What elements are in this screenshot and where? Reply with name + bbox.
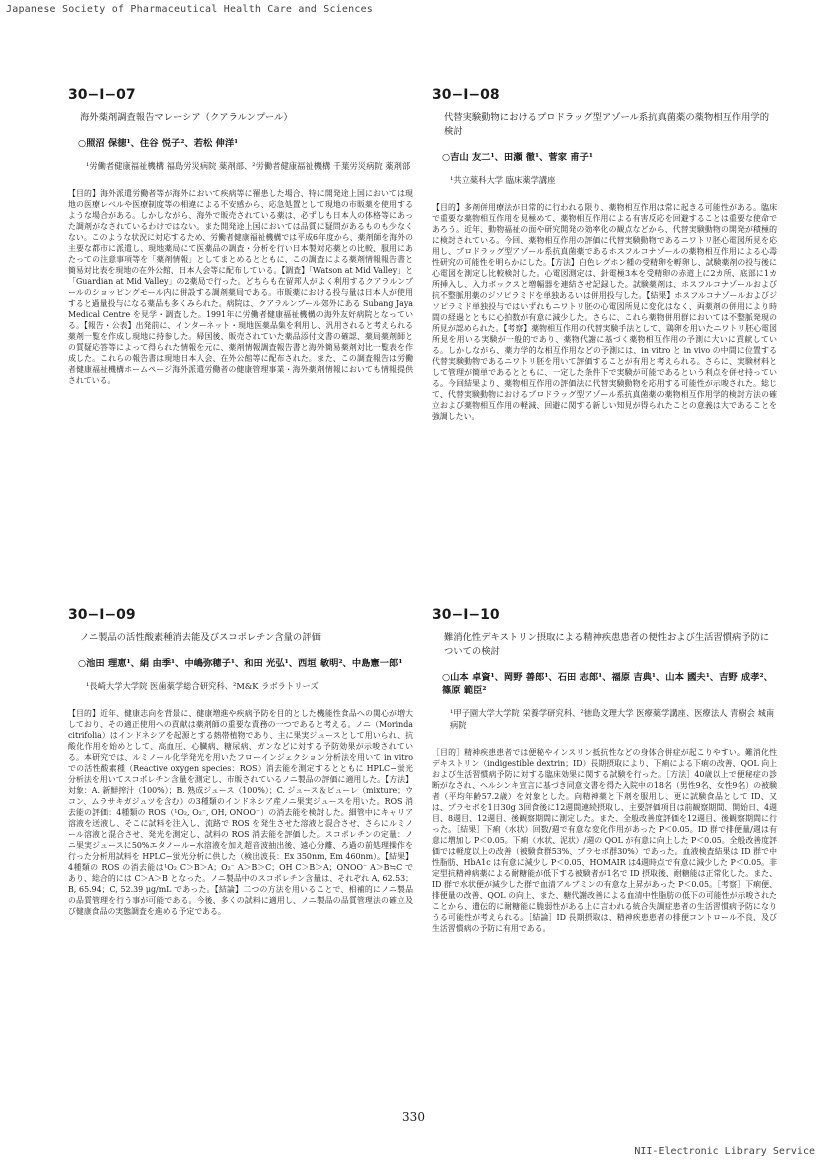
abstract-id: 30−I−07	[68, 87, 136, 103]
abstract-affiliations: ¹甲子園大学大学院 栄養学研究科、²徳島文理大学 医療薬学講座、医療法人 青樹会 城南病院	[450, 708, 775, 730]
abstract-authors: ○照沼 保徳¹、住谷 悦子²、若松 伸洋¹	[78, 138, 239, 149]
abstract-body: ［目的］精神疾患患者では便秘やインスリン抵抗性などの身体合併症が起こりやすい。難消化性デキストリン（indigestible dextrin；ID）長期摂取により、下痢による下痢の改善、QOL 向上および生活習慣病予防に対する臨床効果に関する試験を行った。［方法］40歳以上で便秘症の診断がなされ、ヘルシンキ宣言に基づき同意文書を得た入院中の18名（男性9名、女性9名）の被験者（平均年齢57.2歳）を対象とした。向精神薬と下剤を服用し、更に試験食品として ID、又は、プラセボを1日30g 3回食後に12週間連続摂取し、主要評価項目は前観察期間、開始日、4週目、8週目、12週目、後観察期間に測定した。また、全般改善度評価を12週目、後観察期間に行った。［結果］下痢（水状）回数/週で有意な変化作用があった P＜0.05。ID 群で排便量/週は有意に増加し P＜0.05。下痢（水状、泥状）/週の QOL が有意に向上した P＜0.05。全般改善度評価では軽度以上の改善（被験食群53%、プラセボ群30%）であった。血液検査結果は ID 群で中性脂肪、HbA1c は有意に減少し P＜0.05、HOMAIR は4週時点で有意に減少した P＜0.05。非定型抗精神病薬による耐糖能が低下する被験者が1名で ID 摂取後、耐糖能は正常化した。また、ID 群で水状便が減少した群で血清アルブミンの有意な上昇があった P＜0.05。［考察］下痢便、排便量の改善、QOL の向上、また、糖代謝改善による血清中性脂肪の低下の可能性が示唆されたことから、遺伝的に耐糖能に脆弱性がある上に言われる統合失調症患者の生活習慣病予防になりうる可能性が考えられる。［結論］ID 長期摂取は、精神疾患患者の排便コントロール不良、及び生活習慣病の予防に有用である。	[432, 748, 777, 933]
abstract-30-I-10	[432, 607, 777, 934]
journal-header: Japanese Society of Pharmaceutical Health Care and Sciences	[6, 4, 374, 15]
abstract-affiliations: ¹労働者健康福祉機構 福島労災病院 薬剤部、²労働者健康福祉機構 千葉労災病院 薬剤部	[86, 161, 411, 171]
abstract-title: 難消化性デキストリン摂取による精神疾患患者の便性および生活習慣病予防についての検討	[444, 632, 770, 657]
abstract-30-I-09	[68, 607, 413, 917]
abstract-body: 【目的】近年、健康志向を背景に、健康増進や疾病予防を目的とした機能性食品への関心が増大しており、その適正使用への貢献は薬剤師の重要な責務の一つであると考える。ノニ（Morinda citrifolia）はインドネシアを起源とする熱帯植物であり、主に果実ジュースとして用いられ、抗酸化作用を始めとして、高血圧、心臓病、糖尿病、ガンなどに対する予防効果が示唆されている。本研究では、ルミノール化学発光を用いたフローインジェクション分析法を用いて in vitro での活性酸素種（Reactive oxygen species：ROS）消去能を測定するとともに HPLC−蛍光分析法を用いてスコポレチン含量を測定し、市販されているノニ製品の評価に適用した。【方法】対象：A. 新鮮搾汁（100%）；B. 熟成ジュース（100%）；C. ジュース＆ピューレ（mixture；ウコン、ムラサキガジュツを含む）の3種類のインドネシア産ノニ果実ジュースを用いた。ROS 消去能の評価：4種類の ROS（¹O₂, O₂⁻, OH, ONOO⁻）の消去能を検討した。細管中にキャリア溶液を送液し、そこに試料を注入し、流路で ROS を発生させた溶液と混合させ、さらにルミノール溶液と混合させ、発光を測定し、試料の ROS 消去能を評価した。スコポレチンの定量：ノニ果実ジュースに50%エタノール−水溶液を加え超音波抽出後、遠心分離、ろ過の前処理操作を行った分析用試料を HPLC−蛍光分析に供した（検出波長：Ex 350nm, Em 460nm）。【結果】4種類の ROS の消去能は¹O₂ C＞B＞A；O₂⁻ A＞B＞C；OH C＞B＞A；ONOO⁻ A＞B≒C であり、総合的には C＞A＞B となった。ノニ製品中のスコポレチン含量は、それぞれ A, 62.53；B, 65.94；C, 52.39 μg/mL であった。【結論】二つの方法を用いることで、相補的にノニ製品の品質管理を行う事が可能である。今後、多くの試料に適用し、ノニ製品の品質管理法の確立及び健康食品の実態調査を進める予定である。	[68, 709, 413, 916]
abstract-authors: ○池田 理恵¹、絹 由季¹、中嶋弥穂子¹、和田 光弘¹、西垣 敏明²、中島憲一郎¹	[78, 658, 403, 669]
abstract-body: 【目的】多剤併用療法が日常的に行われる限り、薬物相互作用は常に起きる可能性がある。臨床で重要な薬物相互作用を見極めて、薬物相互作用による有害反応を回避することは重要な使命であろう。近年、動物福祉の面や研究開発の効率化の観点などから、代替実験動物の開発が積極的に検討されている。今回、薬物相互作用の評価に代替実験動物であるニワトリ胚心電図所見を応用し、プロドラッグ型アゾール系抗真菌薬であるホスフルコナゾールの薬物相互作用による心毒性研究の可能性を明らかにした。【方法】白色レグホン種の受精卵を孵卵し、試験薬剤の投与後に心電図を測定し比較検討した。心電図測定は、針電極3本を受精卵の赤道上に2カ所、底部に1カ所挿入し、入力ボックスと増幅器を連結させ記録した。試験薬剤は、ホスフルコナゾールおよび抗不整脈用薬のジソピラミドを単独あるいは併用投与した。【結果】ホスフルコナゾールおよびジソピラミド単独投与ではいずれもニワトリ胚の心電図所見に変化はなく、両薬剤の併用により時間の経過とともに心拍数が有意に減少した。さらに、これら薬物併用群においては不整脈発現の所見が認められた。【考察】薬物相互作用の代替実験手法として、鶏卵を用いたニワトリ胚心電図所見を用いる実験が一般的であり、薬物代謝に基づく薬物相互作用の予測に大いに貢献している。しかしながら、薬力学的な相互作用などの予測には、in vitro と in vivo の中間に位置する代替実験動物であるニワトリ胚を用いて評価することが有用と考えられる。さらに、実験材料として管理が簡単であるとともに、一定した条件下で実験が可能であるという利点を併せ持っている。今回結果より、薬物相互作用の評価法に代替実験動物を応用する可能性が示唆された。総じて、代替実験動物におけるプロドラッグ型アゾール系抗真菌薬の薬物相互作用学的検討方法の確立および薬物相互作用の軽減、回避に関する新しい知見が得られたことの意義は大であることを強調したい。	[432, 203, 777, 421]
abstract-id: 30−I−08	[432, 87, 500, 103]
library-service-footer: NII-Electronic Library Service	[634, 1146, 815, 1157]
abstract-30-I-08	[432, 87, 777, 467]
abstract-id: 30−I−09	[68, 607, 136, 623]
abstract-id: 30−I−10	[432, 607, 500, 623]
abstract-title: ノニ製品の活性酸素種消去能及びスコポレチン含量の評価	[80, 632, 321, 643]
abstract-body: 【目的】海外派遣労働者等が海外において疾病等に罹患した場合、特に開発途上国においては現地の医療レベルや医療制度等の相違による不安感から、応急処置として現地の市販薬を使用するような場合がある。しかしながら、海外で販売されている薬は、必ずしも日本人の体格等にあった調剤がなされているわけではない。また開発途上国においては品質に疑問があるものも少なくない。このような状況に対応するため、労働者健康福祉機構では平成6年度から、薬剤師を海外の主要な都市に派遣し、現地薬局にて医薬品の調査・分析を行い日本製対応薬との比較、服用にあたっての注意事項等を「薬剤情報」としてまとめるとともに、この調査による薬剤情報報告書と簡易対比表を現地の在外公館、日本人会等に配布している。【調査】「Watson at Mid Valley」と「Guardian at Mid Valley」の2薬局で行った。どちらも在留邦人がよく利用するクアラルンプールのショッピングモール内に併設する調剤薬局である。市販薬における投与量は日本人が使用すると過量投与になる薬品も多くみられた。病院は、クアラルンプール郊外にある Subang Jaya Medical Centre を見学・調査した。1991年に労働者健康福祉機構の海外友好病院となっている。【報告・公表】出発前に、インターネット・現地医薬品集を利用し、汎用されると考えられる薬剤一覧を作成し現地に持参した。帰国後、販売されていた薬品添付文書の確認、薬局薬剤師との質疑応答等によって得られた情報を元に、薬剤情報調査報告書と海外簡易薬剤対比一覧表を作成した。これらの報告書は現地日本人会、在外公館等に配布された。また、この調査報告は労働者健康福祉機構ホームページ海外派遣労働者の健康管理事業・海外薬剤情報においても情報提供されている。	[68, 189, 413, 385]
abstract-title: 海外薬剤調査報告マレーシア（クアラルンプール）	[80, 112, 293, 123]
abstract-title: 代替実験動物におけるプロドラッグ型アゾール系抗真菌薬の薬物相互作用学的検討	[444, 112, 770, 137]
page-number: 330	[402, 1110, 425, 1124]
abstract-30-I-07	[68, 87, 413, 386]
abstract-authors: ○吉山 友二¹、田瀬 徹¹、菅家 甫子¹	[442, 152, 593, 163]
abstract-affiliations: ¹共立薬科大学 臨床薬学講座	[450, 175, 556, 185]
abstract-affiliations: ¹長崎大学大学院 医歯薬学総合研究科、²M&K ラボラトリーズ	[86, 681, 319, 691]
abstract-authors: ○山本 卓資¹、岡野 善郎¹、石田 志郎¹、福原 吉典¹、山本 國夫¹、吉野 成孝²、篠原 範臣²	[442, 672, 773, 696]
